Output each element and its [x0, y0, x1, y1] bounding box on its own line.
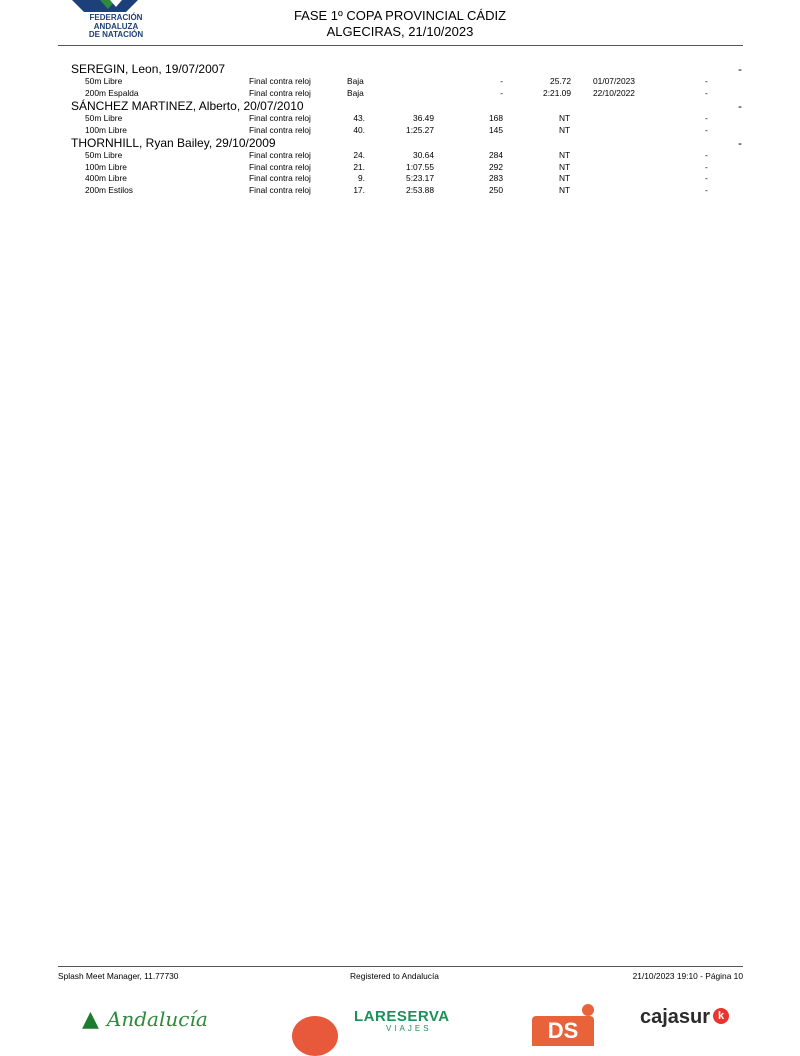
- place: 21.: [353, 161, 365, 172]
- event-name: 100m Libre: [85, 124, 127, 135]
- round-type: Final contra reloj: [249, 150, 311, 160]
- footer-registration: Registered to Andalucía: [350, 971, 439, 981]
- footer-divider: [58, 966, 743, 967]
- swimmer-header: [0, 136, 800, 150]
- swimmer-name: SEREGIN, Leon, 19/07/2007: [71, 62, 226, 76]
- round-type: Final contra reloj: [249, 173, 311, 183]
- place: 40.: [353, 124, 365, 135]
- points: 168: [489, 113, 503, 123]
- cajasur-k-icon: k: [713, 1008, 729, 1024]
- cajasur-logo: [640, 1006, 729, 1029]
- ds-dot-icon: [582, 1004, 594, 1016]
- event-name: 50m Libre: [85, 76, 123, 86]
- points: 145: [489, 124, 503, 135]
- points: -: [500, 76, 503, 86]
- swim-time: 1:07.55: [406, 161, 434, 172]
- result-row: [0, 173, 800, 185]
- event-name: 200m Espalda: [85, 87, 139, 98]
- round-type: Final contra reloj: [249, 161, 311, 172]
- lareserva-logo-text: LARESERVA: [354, 1008, 450, 1025]
- logo-line-3: DE NATACIÓN: [88, 30, 144, 39]
- best-time: 25.72: [550, 76, 571, 86]
- ds-logo-text: DS: [532, 1016, 594, 1046]
- federation-logo-mark: [70, 0, 140, 14]
- event-name: 200m Estilos: [85, 184, 133, 195]
- swim-time: 5:23.17: [406, 173, 434, 183]
- best-time: NT: [559, 150, 571, 160]
- best-time: NT: [559, 161, 571, 172]
- swimmer-name: THORNHILL, Ryan Bailey, 29/10/2009: [71, 136, 276, 150]
- header-divider: [58, 45, 743, 46]
- result-row: [0, 125, 800, 137]
- points: 250: [489, 184, 503, 195]
- cajasur-logo-text: cajasur: [640, 1006, 711, 1028]
- points: -: [500, 87, 503, 98]
- swimmer-name: SÁNCHEZ MARTINEZ, Alberto, 20/07/2010: [71, 99, 304, 113]
- logo-line-2: ANDALUZA: [93, 21, 139, 31]
- place: 43.: [353, 113, 365, 123]
- swimmer-dash: -: [738, 62, 742, 76]
- place: Baja: [347, 76, 364, 86]
- result-row: [0, 162, 800, 174]
- federation-logo-text: [76, 14, 156, 40]
- swimmer-dash: -: [738, 99, 742, 113]
- difference: -: [705, 150, 708, 160]
- best-time: NT: [559, 124, 571, 135]
- event-name: 50m Libre: [85, 113, 123, 123]
- event-name: 50m Libre: [85, 150, 123, 160]
- footer-page-info: 21/10/2023 19:10 - Página 10: [632, 971, 743, 981]
- round-type: Final contra reloj: [249, 113, 311, 123]
- round-type: Final contra reloj: [249, 76, 311, 86]
- best-time: NT: [559, 113, 571, 123]
- place: 17.: [353, 184, 365, 195]
- difference: -: [705, 161, 708, 172]
- best-date: 01/07/2023: [593, 76, 635, 86]
- swim-time: 36.49: [413, 113, 434, 123]
- logo-line-1: FEDERACIÓN: [89, 13, 143, 22]
- swim-time: 1:25.27: [406, 124, 434, 135]
- swimmer-dash: -: [738, 136, 742, 150]
- lareserva-logo-subtext: VIAJES: [386, 1024, 432, 1033]
- swimmer-header: [0, 99, 800, 113]
- result-row: [0, 150, 800, 162]
- swim-time: 30.64: [413, 150, 434, 160]
- result-row: [0, 185, 800, 197]
- results-list: [0, 62, 800, 196]
- andalucia-logo: [82, 1006, 208, 1032]
- difference: -: [705, 113, 708, 123]
- event-name: 400m Libre: [85, 173, 127, 183]
- sponsor-bar: [0, 1000, 800, 1043]
- event-name: 100m Libre: [85, 161, 127, 172]
- points: 284: [489, 150, 503, 160]
- federation-logo: [66, 0, 146, 44]
- swim-time: 2:53.88: [406, 184, 434, 195]
- andalucia-a-icon: ▲: [82, 1006, 99, 1032]
- points: 283: [489, 173, 503, 183]
- round-type: Final contra reloj: [249, 184, 311, 195]
- points: 292: [489, 161, 503, 172]
- result-row: [0, 76, 800, 88]
- round-type: Final contra reloj: [249, 87, 311, 98]
- difference: -: [705, 173, 708, 183]
- andalucia-logo-text: Andalucía: [106, 1007, 208, 1031]
- difference: -: [705, 124, 708, 135]
- footer-software: Splash Meet Manager, 11.77730: [58, 971, 179, 981]
- swimmer-header: [0, 62, 800, 76]
- difference: -: [705, 184, 708, 195]
- place: Baja: [347, 87, 364, 98]
- result-row: [0, 113, 800, 125]
- meet-title: FASE 1º COPA PROVINCIAL CÁDIZ: [293, 8, 507, 23]
- meet-subtitle: ALGECIRAS, 21/10/2023: [326, 24, 474, 39]
- difference: -: [705, 76, 708, 86]
- best-time: 2:21.09: [543, 87, 571, 98]
- best-time: NT: [559, 173, 571, 183]
- best-date: 22/10/2022: [593, 87, 635, 98]
- best-time: NT: [559, 184, 571, 195]
- difference: -: [705, 87, 708, 98]
- place: 9.: [358, 173, 365, 183]
- round-type: Final contra reloj: [249, 124, 311, 135]
- result-row: [0, 88, 800, 100]
- lareserva-circle-icon: [292, 1016, 338, 1056]
- place: 24.: [353, 150, 365, 160]
